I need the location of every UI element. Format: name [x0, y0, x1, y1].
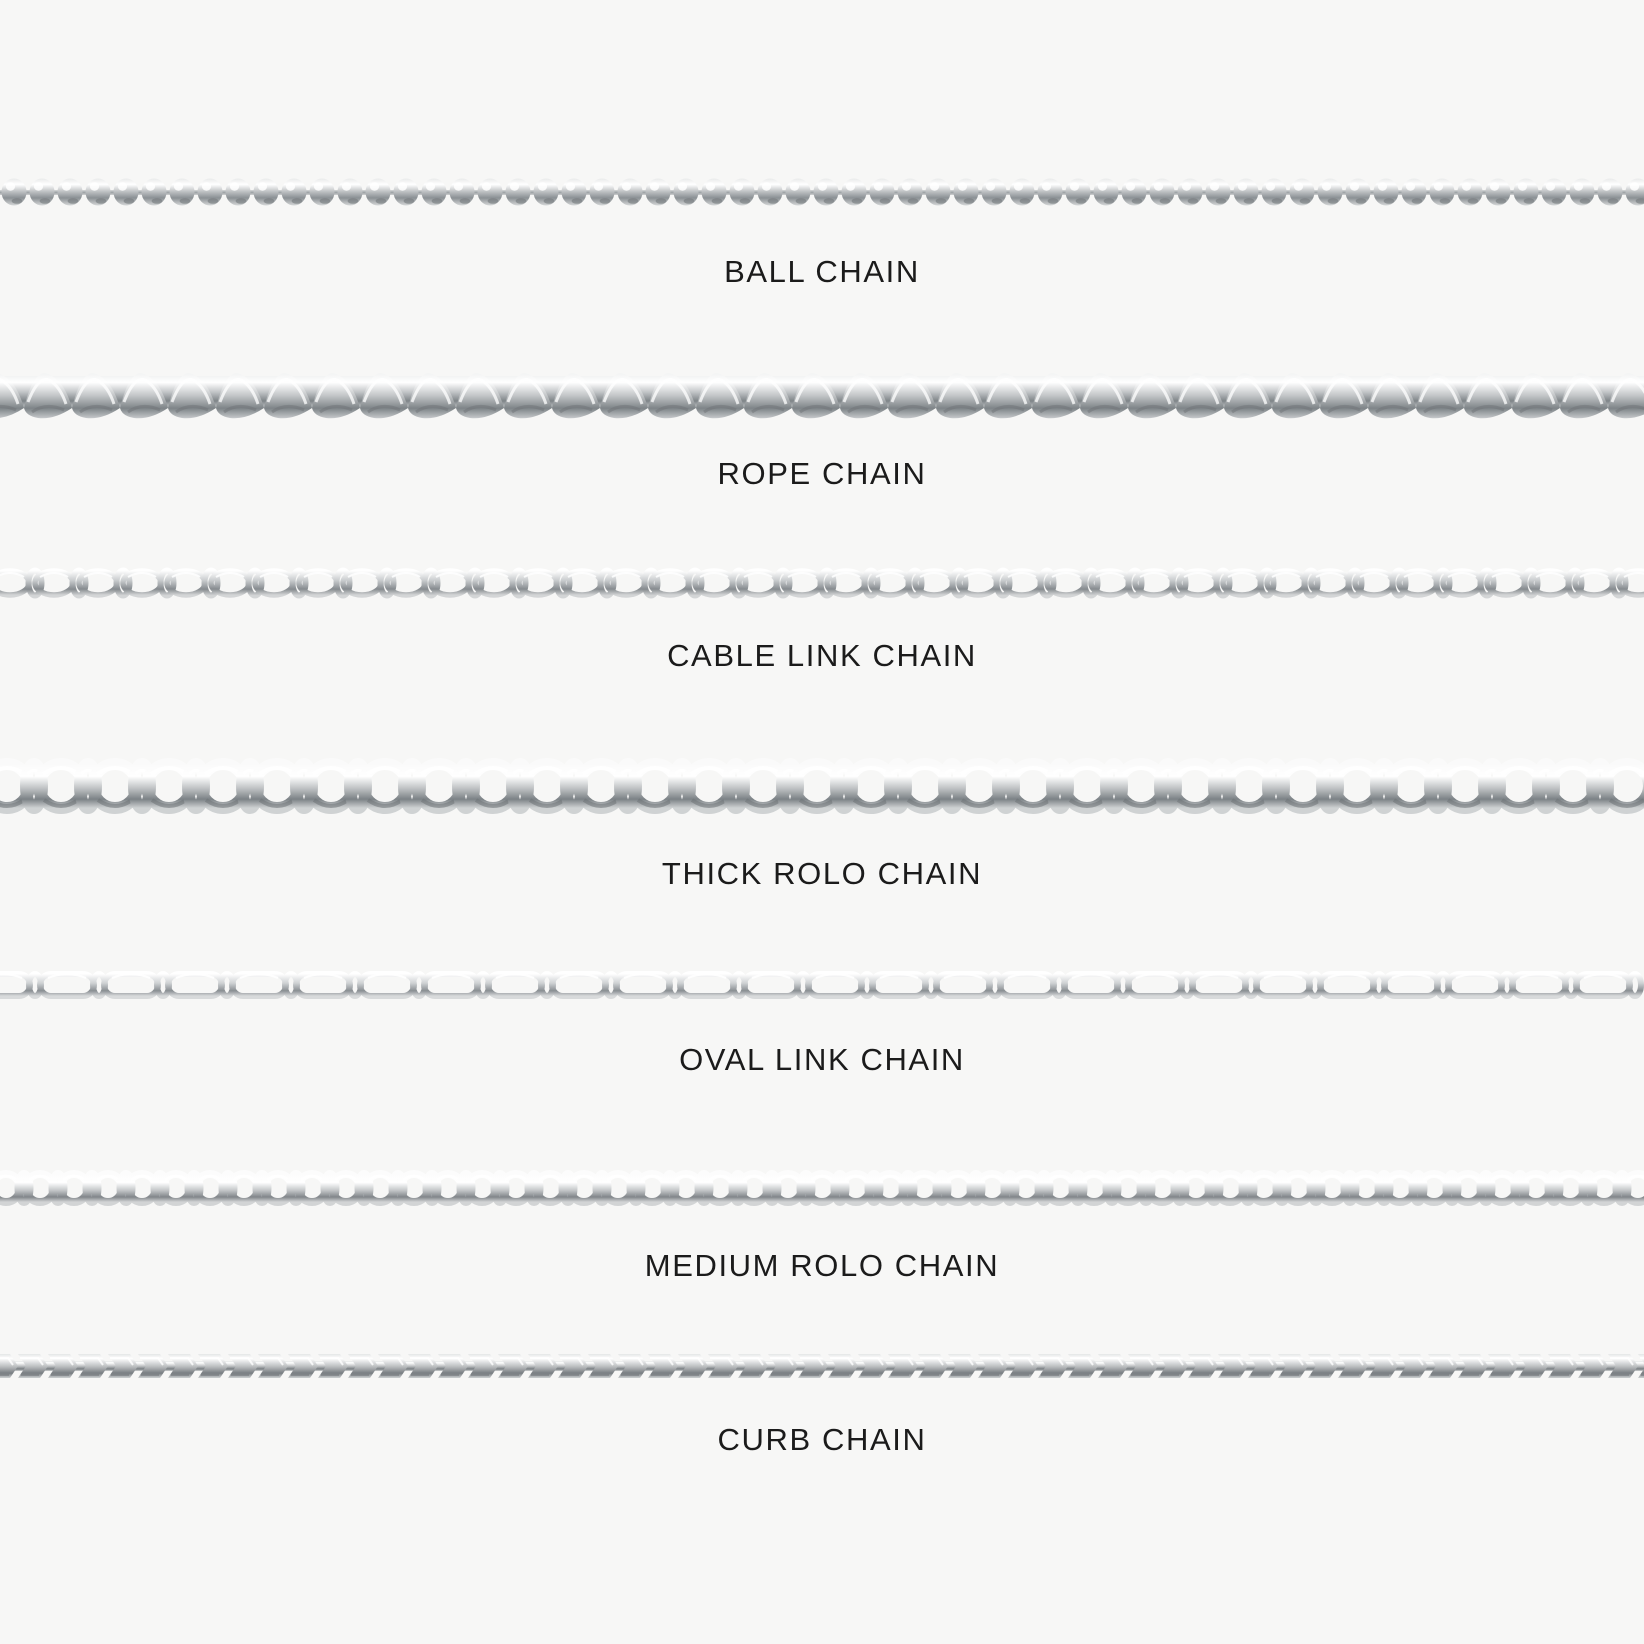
chain-row-curb	[0, 1334, 1644, 1458]
chain-row-rope	[0, 350, 1644, 492]
chain-row-ball	[0, 160, 1644, 290]
oval-link-chain-image	[0, 952, 1644, 1018]
chain-label-medium-rolo: MEDIUM ROLO CHAIN	[644, 1248, 1000, 1283]
medium-rolo-chain-image	[0, 1152, 1644, 1224]
chain-row-oval	[0, 952, 1644, 1078]
chain-row-cable	[0, 552, 1644, 674]
chain-row-thick-rolo	[0, 740, 1644, 892]
rope-chain-image	[0, 350, 1644, 436]
chain-label-oval: OVAL LINK CHAIN	[679, 1042, 965, 1077]
chain-label-rope: ROPE CHAIN	[717, 456, 927, 491]
thick-rolo-chain-image	[0, 740, 1644, 832]
chain-label-ball: BALL CHAIN	[724, 254, 920, 289]
ball-chain-image	[0, 160, 1644, 230]
cable-link-chain-image	[0, 552, 1644, 614]
chain-label-curb: CURB CHAIN	[717, 1422, 927, 1457]
chain-label-thick-rolo: THICK ROLO CHAIN	[661, 856, 983, 891]
chain-row-medium-rolo	[0, 1152, 1644, 1284]
curb-chain-image	[0, 1334, 1644, 1398]
chain-label-cable: CABLE LINK CHAIN	[667, 638, 977, 673]
